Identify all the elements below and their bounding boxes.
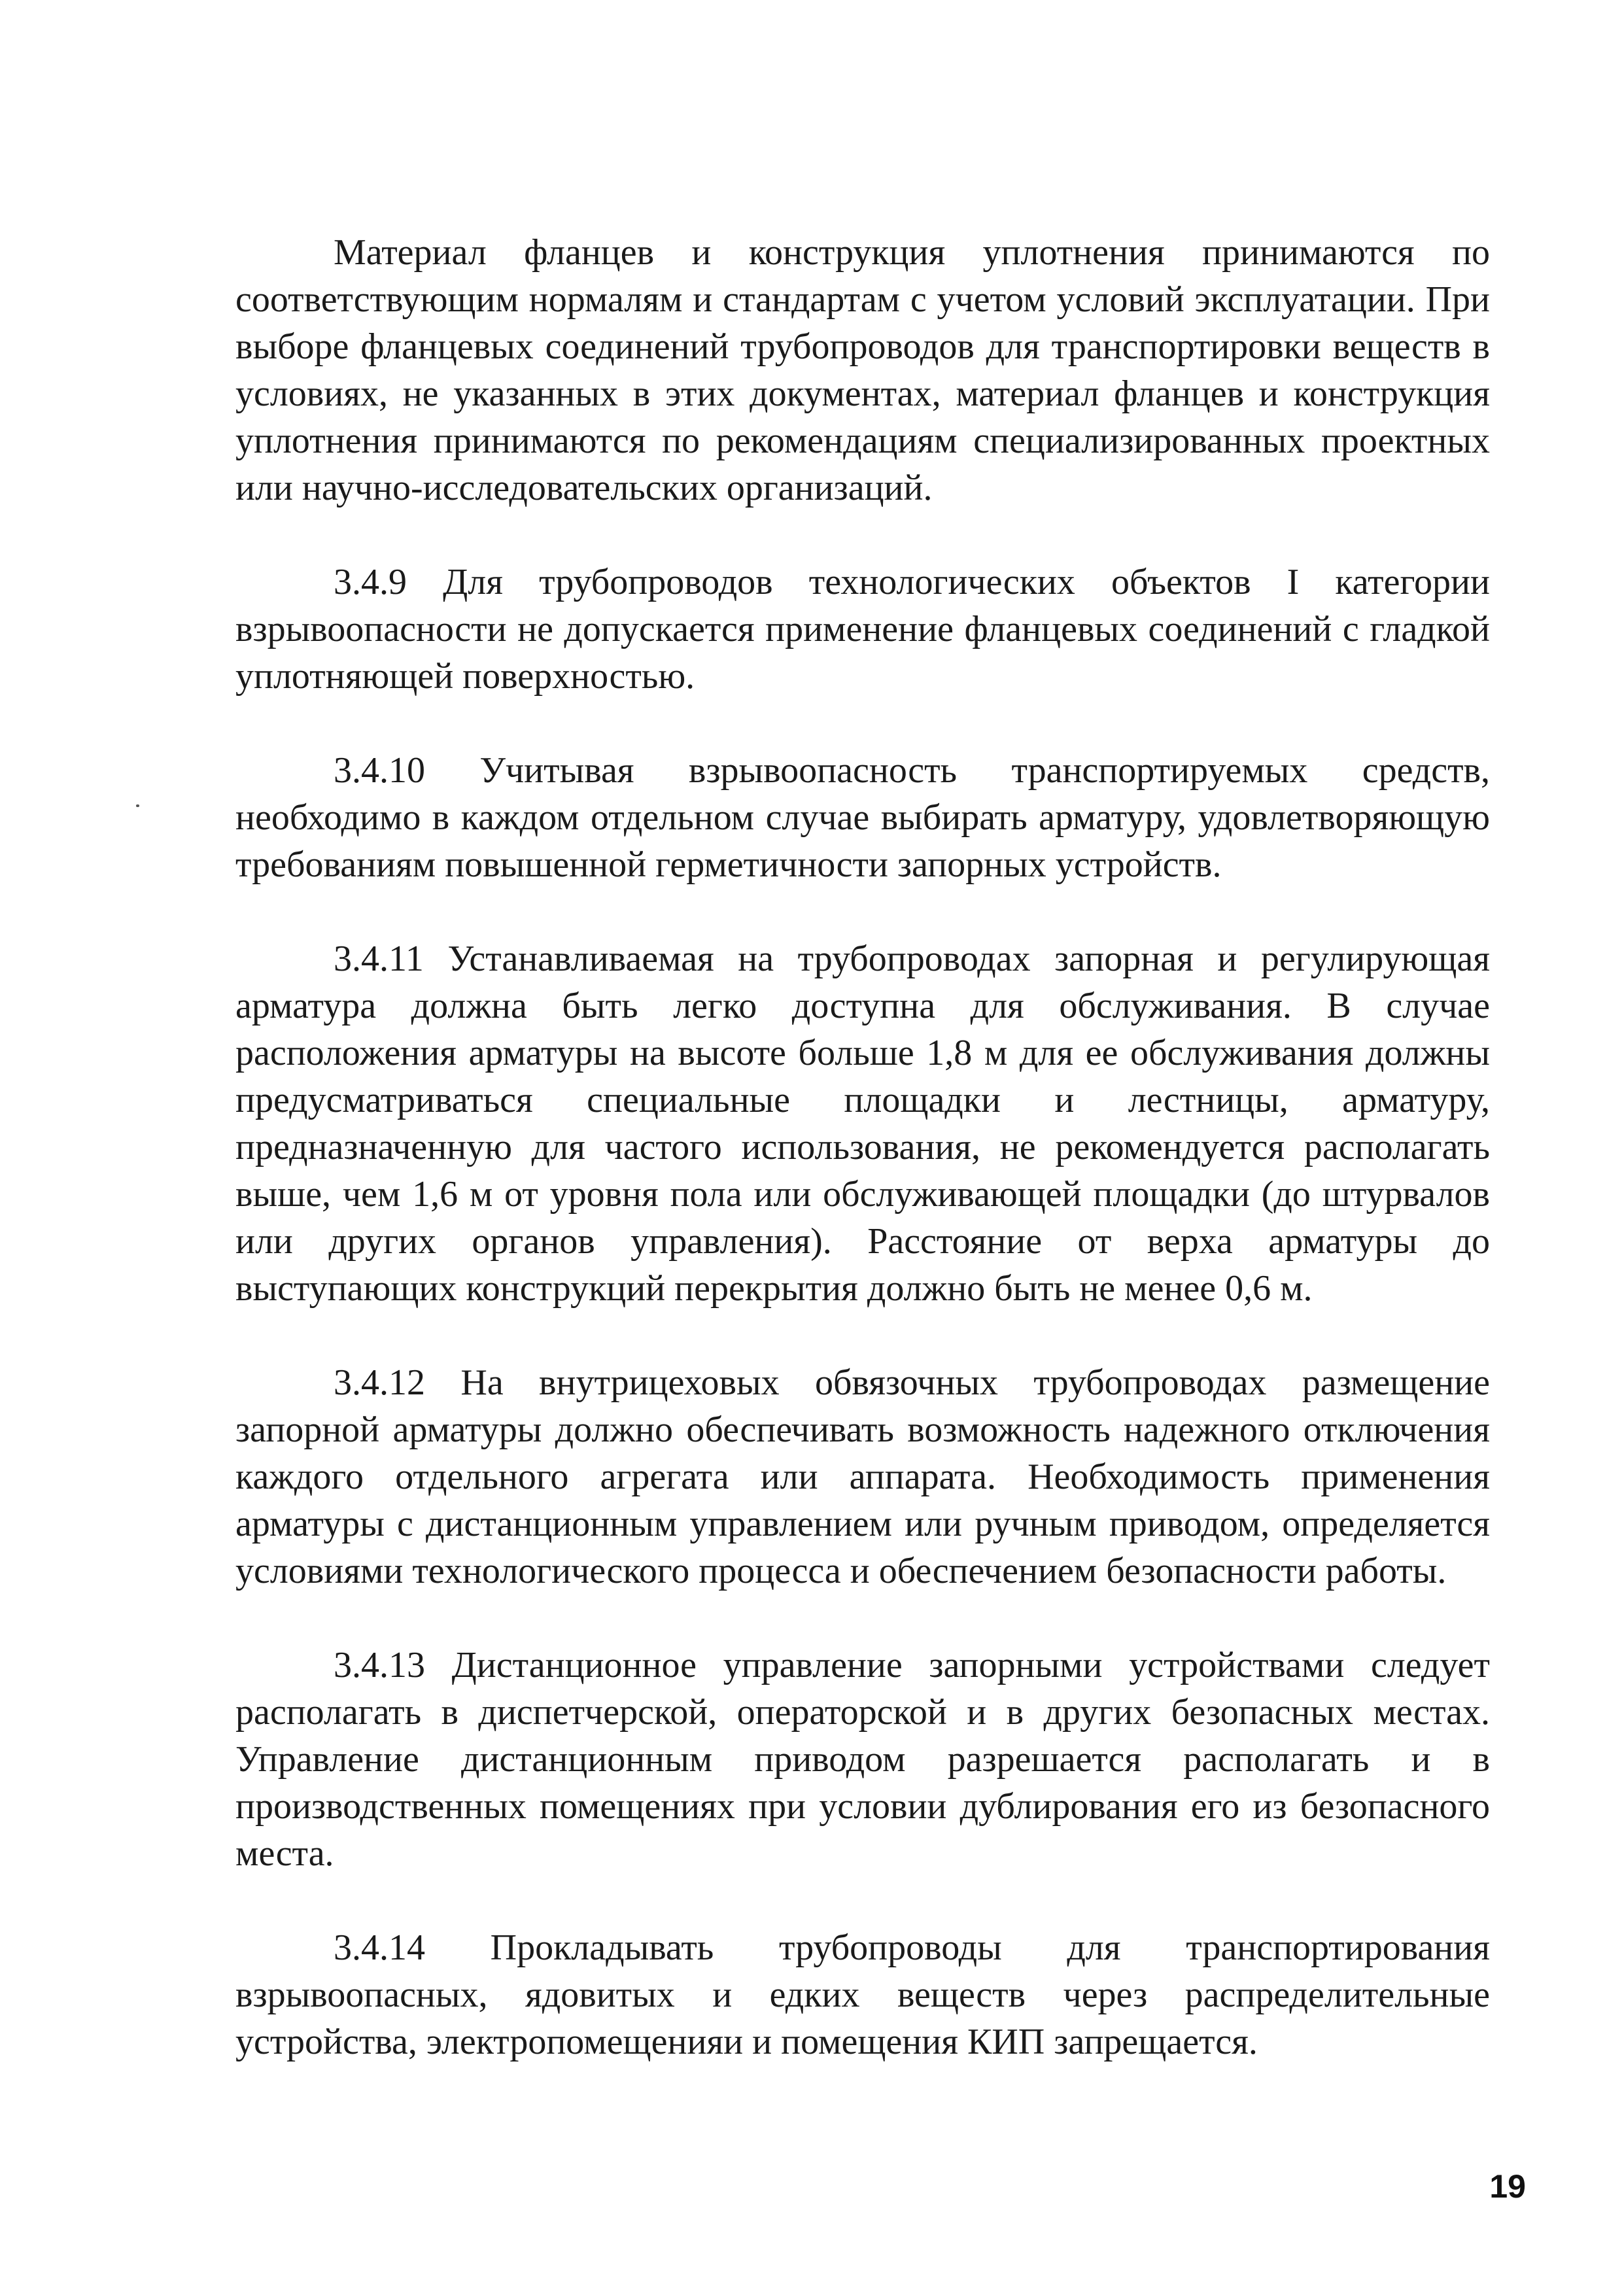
paragraph-3-4-11: 3.4.11 Устанавливаемая на трубопроводах запорная и регулирующая арматура должна быть легко доступна для обслуживания. В случае расположения арматуры на высоте больше 1,8 м для ее обслуживания должны предусматриваться специальные площадки и лестницы, арматуру, предназначенную для частого использования, не рекомендуется располагать выше, чем 1,6 м от уровня пола или обслуживающей площадки (до штурвалов или других органов управления). Расстояние от верха арматуры до выступающих конструкций перекрытия должно быть не менее 0,6 м. <box>235 939 1490 1309</box>
page-number: 19 <box>1489 2168 1526 2205</box>
paragraph-3-4-9: 3.4.9 Для трубопроводов технологических объектов I категории взрывоопасности не допускается применение фланцевых соединений с гладкой уплотняющей поверхностью. <box>235 562 1490 697</box>
paragraph-3-4-14: 3.4.14 Прокладывать трубопроводы для транспортирования взрывоопасных, ядовитых и едких веществ через распределительные устройства, электропомещенияи и помещения КИП запрещается. <box>235 1927 1490 2062</box>
body-text <box>235 229 1490 2113</box>
paragraph-flange-material: Материал фланцев и конструкция уплотнения принимаются по соответствующим нормалям и стандартам с учетом условий эксплуатации. При выборе фланцевых соединений трубопроводов для транспортировки веществ в условиях, не указанных в этих документах, материал фланцев и конструкция уплотнения принимаются по рекомендациям специализированных проектных или научно-исследовательских организаций. <box>235 232 1490 508</box>
paragraph-3-4-10: 3.4.10 Учитывая взрывоопасность транспортируемых средств, необходимо в каждом отдельном случае выбирать арматуру, удовлетворяющую требованиям повышенной герметичности запорных устройств. <box>235 750 1490 885</box>
scan-speck <box>136 804 139 807</box>
paragraph-3-4-13: 3.4.13 Дистанционное управление запорными устройствами следует располагать в диспетчерской, операторской и в других безопасных местах. Управление дистанционным приводом разрешается располагать и в производственных помещениях при условии дублирования его из безопасного места. <box>235 1645 1490 1874</box>
paragraph-3-4-12: 3.4.12 На внутрицеховых обвязочных трубопроводах размещение запорной арматуры должно обеспечивать возможность надежного отключения каждого отдельного агрегата или аппарата. Необходимость применения арматуры с дистанционным управлением или ручным приводом, определяется условиями технологического процесса и обеспечением безопасности работы. <box>235 1362 1490 1591</box>
